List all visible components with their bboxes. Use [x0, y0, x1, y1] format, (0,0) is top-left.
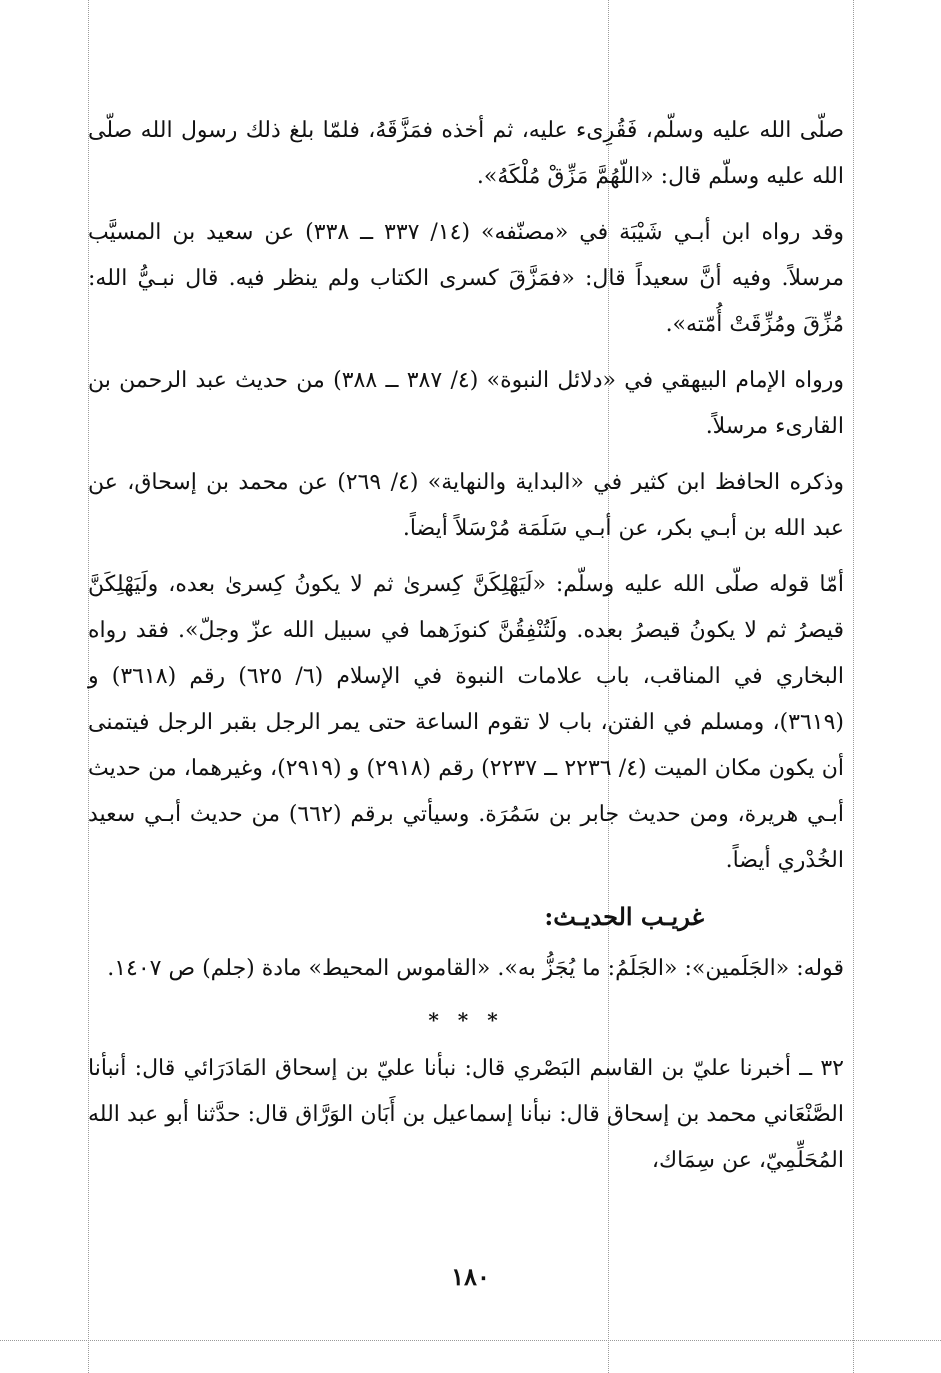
paragraph-2: وقد رواه ابن أبـي شَيْبَة في «مصنّفه» (١٤/ ٣٣٧ ــ ٣٣٨) عن سعيد بن المسيَّب مرسلاً. وفيه أنَّ سعيداً قال: «فمَزَّقَ كسرى الكتاب ولم ينظر فيه. قال نبـيُّ الله: مُزِّقَ ومُزِّقَتْ أُمّته».	[88, 220, 844, 337]
paragraph-4: وذكره الحافظ ابن كثير في «البداية والنهاية» (٤/ ٢٦٩) عن محمد بن إسحاق، عن عبد الله بن أبـي بكر، عن أبـي سَلَمَة مُرْسَلاً أيضاً.	[88, 470, 845, 541]
hadith-paragraph: ٣٢ ــ أخبرنا عليّ بن القاسم البَصْري قال: نبأنا عليّ بن إسحاق المَادَرَائي قال: أنبأنا الصَّنْعَاني محمد بن إسحاق قال: نبأنا إسماعيل بن أَبَان الوَرَّاق قال: حدَّثنا أبو عبد الله المُحَلِّمِيّ، عن سِمَاك،	[88, 1056, 844, 1173]
scan-guide-right	[853, 0, 854, 1373]
paragraph-5: أمّا قوله صلّى الله عليه وسلّم: «لَيَهْلِكَنَّ كِسرىٰ ثم لا يكونُ كِسرىٰ بعده، ولَيَهْلِكَنَّ قيصرُ ثم لا يكونُ قيصرُ بعده. ولَتُنْفِقُنَّ كنوزَهما في سبيل الله عزّ وجلّ». فقد رواه البخاري في المناقب، باب علامات النبوة في الإسلام (٦/ ٦٢٥) رقم (٣٦١٨) و (٣٦١٩)، ومسلم في الفتن، باب لا تقوم الساعة حتى يمر الرجل بقبر الرجل فيتمنى أن يكون مكان الميت (٤/ ٢٢٣٦ ــ ٢٢٣٧) رقم (٢٩١٨) و (٢٩١٩)، وغيرهما، من حديث أبـي هريرة، ومن حديث جابر بن سَمُرَة. وسيأتي برقم (٦٦٢) من حديث أبـي سعيد الخُدْري أيضاً.	[88, 572, 845, 873]
section-title: غريـب الحديـث:	[544, 902, 704, 931]
paragraph-3: ورواه الإمام البيهقي في «دلائل النبوة» (٤/ ٣٨٧ ــ ٣٨٨) من حديث عبد الرحمن بن القارىء مرسلاً.	[88, 368, 845, 439]
section-separator: * * *	[428, 1008, 504, 1032]
body-text	[88, 108, 844, 1194]
paragraph-1: صلّى الله عليه وسلّم، فَقُرِىء عليه، ثم أخذه فمَزَّقَهُ، فلمّا بلغ ذلك رسول الله صلّى الله عليه وسلّم قال: «اللّهُمَّ مَزِّقْ مُلْكَهُ».	[88, 118, 844, 189]
scan-guide-bottom	[0, 1340, 941, 1341]
page-number: ١٨٠	[451, 1262, 490, 1291]
gharib-paragraph: قوله: «الجَلَمين»: «الجَلَمُ: ما يُجَزُّ به». «القاموس المحيط» مادة (جلم) ص ١٤٠٧.	[107, 956, 844, 981]
